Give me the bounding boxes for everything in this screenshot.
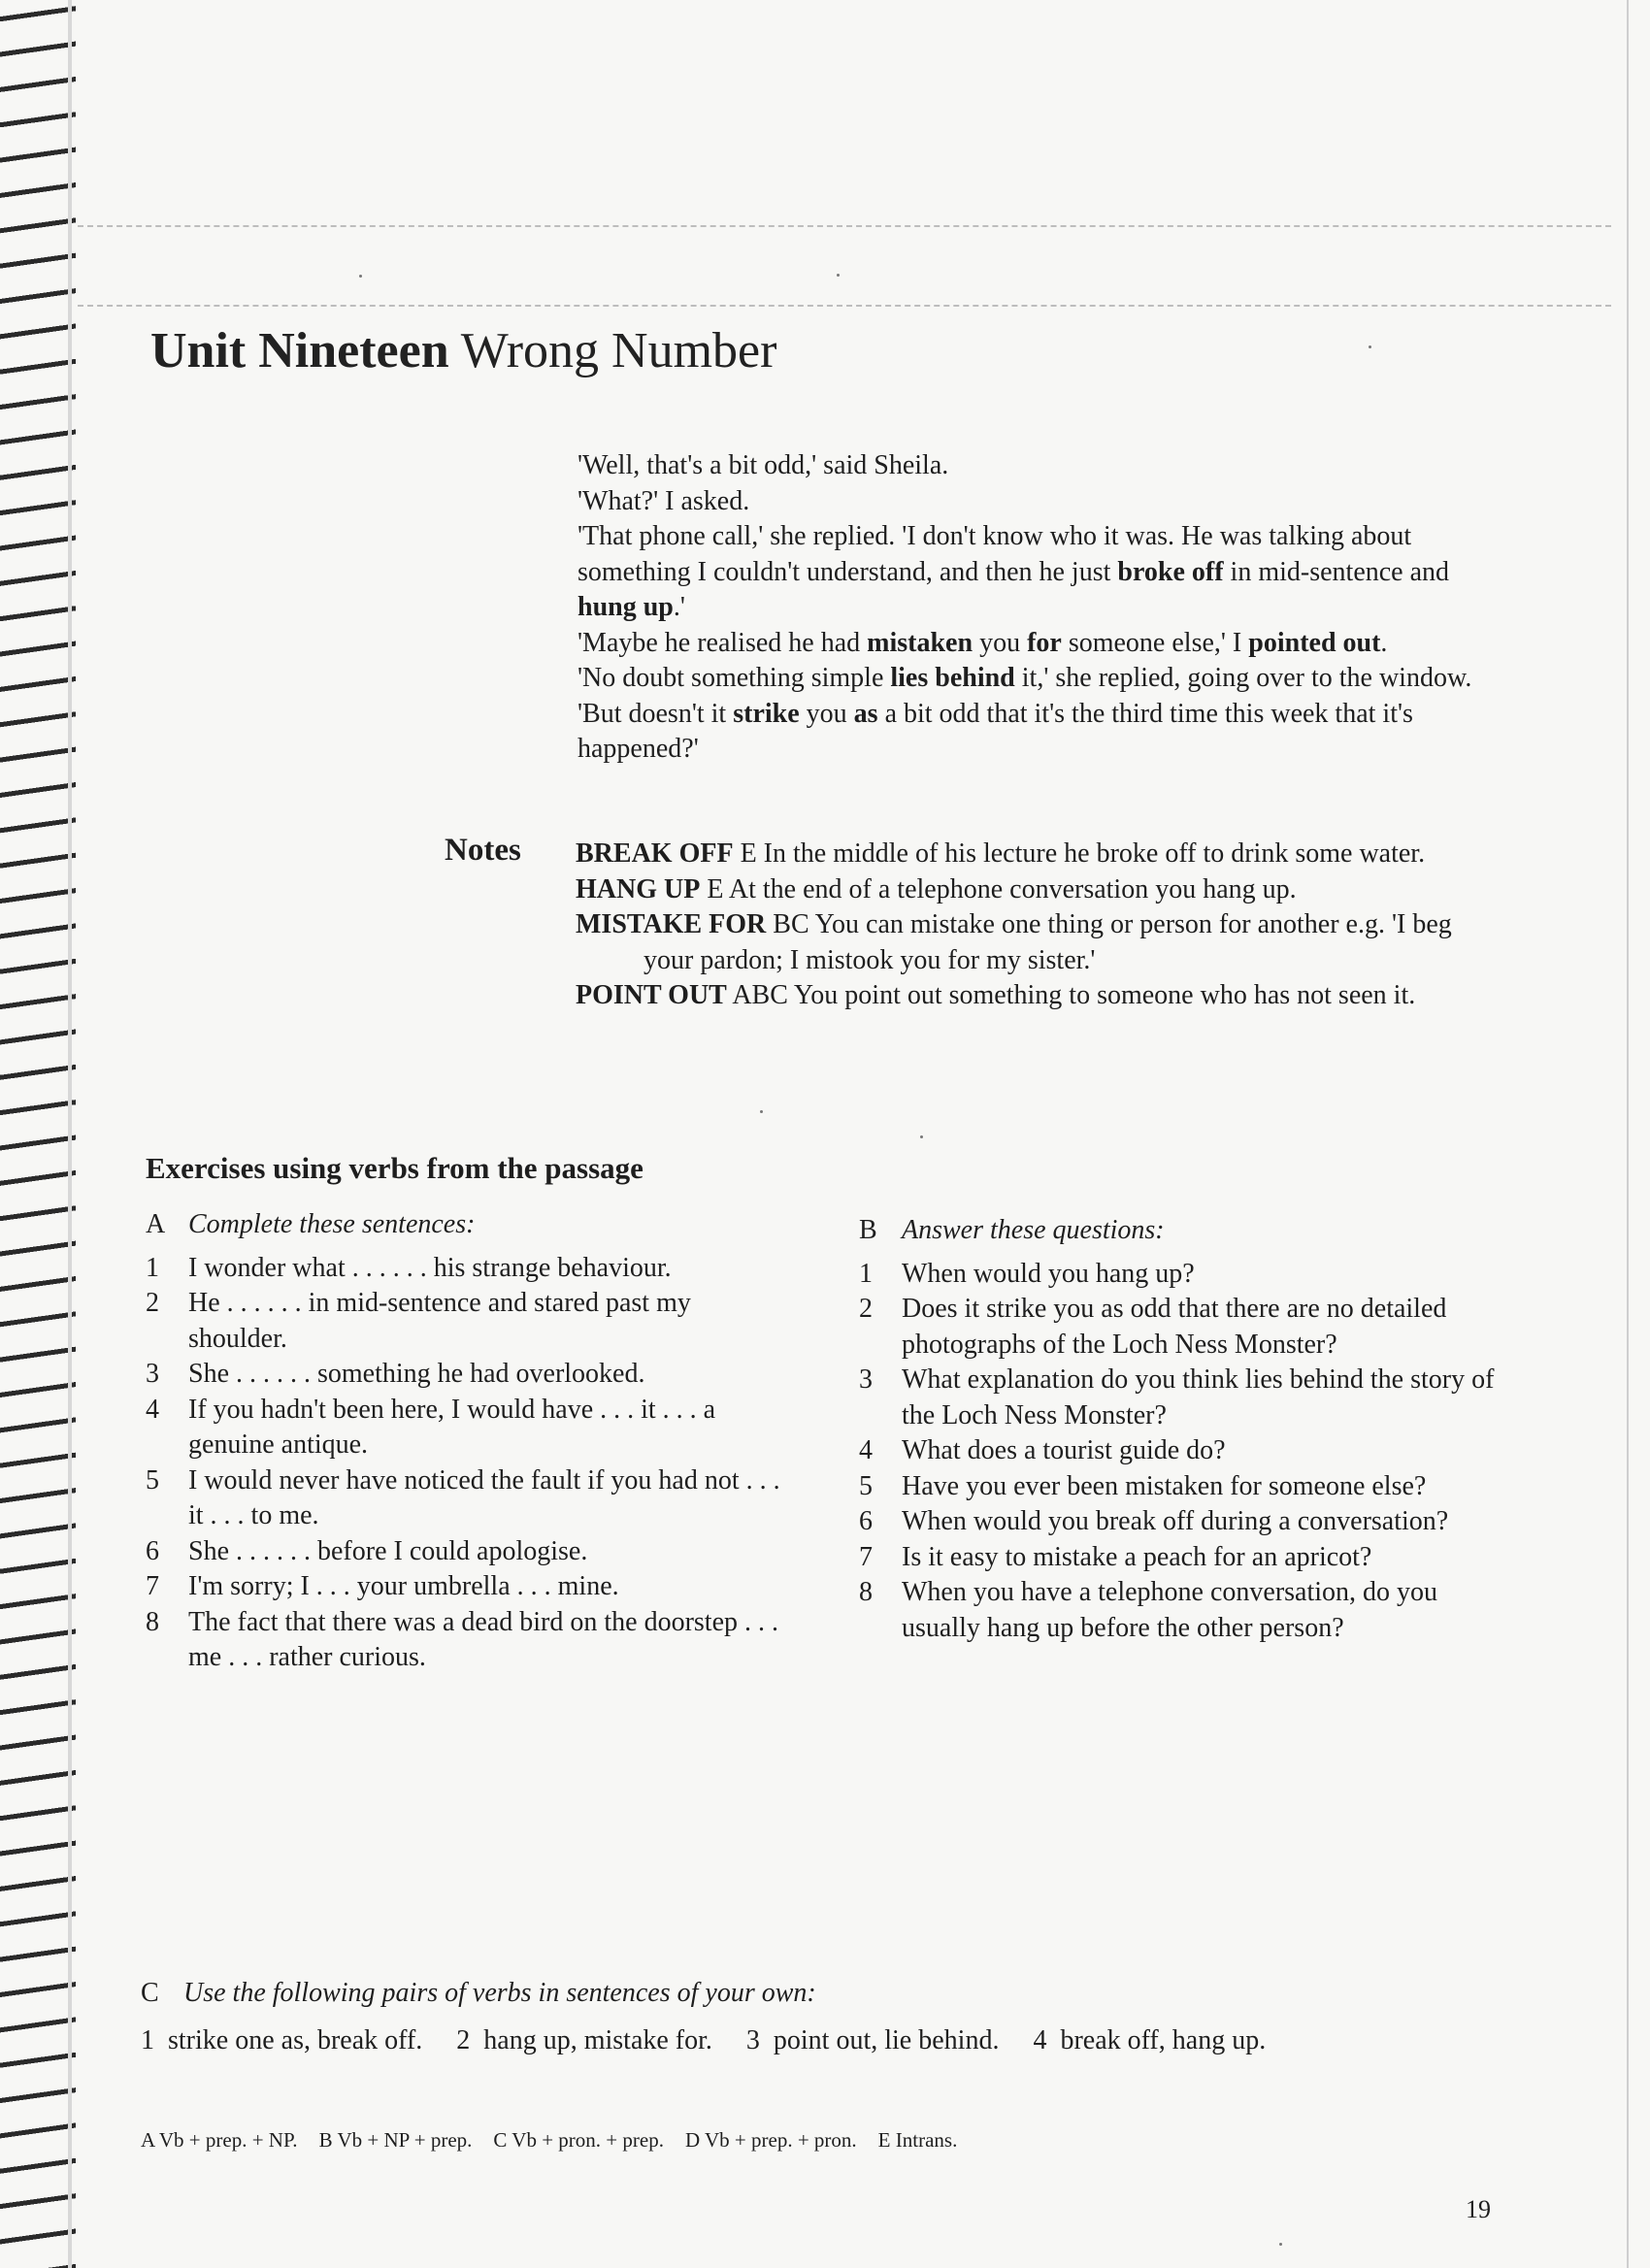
passage-text: you: [973, 627, 1028, 658]
note-text: You point out something to someone who has not seen it.: [793, 980, 1416, 1010]
item-number: 8: [146, 1606, 159, 1637]
exercise-a: [146, 1207, 796, 1676]
exercise-a-letter: A: [146, 1209, 166, 1239]
passage-text: 'What?' I asked.: [578, 485, 750, 516]
passage-paragraph: [578, 448, 1509, 484]
item-number: 4: [146, 1394, 159, 1425]
speck: [1279, 2243, 1282, 2246]
speck: [760, 1110, 763, 1113]
item-text: What does a tourist guide do?: [902, 1435, 1226, 1465]
exercise-c-header: [141, 1976, 1500, 2012]
exercise-a-instruction: Complete these sentences:: [188, 1209, 476, 1239]
note-item: [576, 978, 1507, 1014]
passage-text: in mid-sentence and: [1223, 556, 1450, 587]
item-number: 2: [146, 1288, 159, 1318]
exercise-c-pairs: [141, 2023, 1500, 2059]
item-number: 5: [146, 1464, 159, 1496]
speck: [1369, 345, 1371, 348]
item-text: I'm sorry; I . . . your umbrella . . . mine.: [188, 1571, 619, 1601]
item-text: She . . . . . . before I could apologise.: [188, 1535, 588, 1566]
page-edge-left: [68, 0, 72, 2268]
list-item: [859, 1292, 1500, 1363]
passage-paragraph: [578, 484, 1509, 520]
phrasal-verb: lies behind: [890, 663, 1015, 693]
item-text: She . . . . . . something he had overlooked.: [188, 1359, 645, 1389]
verb-pattern-key: [141, 2128, 978, 2153]
item-number: 1: [146, 1252, 159, 1283]
exercise-c-letter: C: [141, 1978, 159, 2008]
note-code: BC: [773, 909, 809, 939]
verb-pair: [1033, 2025, 1266, 2055]
item-text: When would you break off during a conversation?: [902, 1506, 1449, 1536]
passage-text: .': [673, 592, 685, 622]
verb-pair: [746, 2025, 1000, 2055]
pair-text: hang up, mistake for.: [483, 2024, 712, 2055]
pair-number: 4: [1033, 2024, 1047, 2055]
spiral-binding: [0, 0, 76, 2268]
note-text: You can mistake one thing or person for another e.g. 'I beg your pardon; I mistook you for my sister.': [644, 909, 1452, 975]
list-item: [859, 1433, 1500, 1469]
phrasal-verb: hung up: [578, 592, 674, 622]
phrasal-verb: broke off: [1117, 556, 1224, 587]
list-item: [859, 1540, 1500, 1576]
passage-text: someone else,' I: [1061, 627, 1249, 658]
dash-divider: [78, 305, 1611, 307]
exercises-heading: Exercises using verbs from the passage: [146, 1151, 644, 1185]
pair-text: point out, lie behind.: [773, 2024, 1000, 2055]
item-text: The fact that there was a dead bird on the doorstep . . . me . . . rather curious.: [188, 1606, 779, 1672]
exercise-c-instruction: Use the following pairs of verbs in sentences of your own:: [183, 1978, 816, 2008]
key-entry: B Vb + NP + prep.: [318, 2128, 473, 2152]
pair-text: break off, hang up.: [1060, 2024, 1267, 2055]
speck: [837, 274, 840, 277]
passage-paragraph: [578, 626, 1509, 662]
item-number: 7: [146, 1571, 159, 1601]
phrasal-verb: mistaken: [867, 627, 974, 658]
item-number: 6: [859, 1506, 873, 1536]
list-item: [146, 1286, 796, 1357]
exercise-b-letter: B: [859, 1215, 877, 1245]
note-item: [576, 837, 1507, 872]
passage-text: 'Well, that's a bit odd,' said Sheila.: [578, 450, 949, 480]
key-entry: D Vb + prep. + pron.: [684, 2128, 857, 2152]
item-text: Have you ever been mistaken for someone else?: [902, 1470, 1427, 1501]
passage-text: a bit odd that it's the third time this week that it's happened?': [578, 698, 1413, 764]
item-text: I wonder what . . . . . . his strange behaviour.: [188, 1252, 672, 1283]
passage-text: it,' she replied, going over to the window. 'But doesn't it: [578, 663, 1472, 729]
exercise-b-instruction: Answer these questions:: [902, 1215, 1165, 1245]
pair-text: strike one as, break off.: [168, 2024, 423, 2055]
list-item: [146, 1393, 796, 1463]
item-text: I would never have noticed the fault if you had not . . . it . . . to me.: [188, 1464, 780, 1530]
list-item: [146, 1569, 796, 1605]
item-text: If you hadn't been here, I would have . . . it . . . a genuine antique.: [188, 1394, 716, 1460]
item-number: 1: [859, 1258, 873, 1289]
notes-label: Notes: [445, 833, 521, 868]
item-text: He . . . . . . in mid-sentence and stared past my shoulder.: [188, 1288, 691, 1354]
item-text: When would you hang up?: [902, 1258, 1195, 1289]
passage-text: 'That phone call,' she replied. 'I don't know who it was. He was talking about something I couldn't understand, and then he just: [578, 521, 1412, 587]
exercise-b-header: [859, 1213, 1500, 1249]
speck: [920, 1135, 923, 1138]
passage-text: 'No doubt something simple: [578, 663, 891, 693]
passage-text: you: [799, 698, 854, 729]
pair-number: 3: [745, 2024, 760, 2055]
passage-text: .: [1380, 627, 1388, 658]
phrasal-verb: pointed out: [1248, 627, 1381, 658]
passage-paragraph: [578, 519, 1509, 626]
exercise-b: [859, 1213, 1500, 1646]
item-text: What explanation do you think lies behind the story of the Loch Ness Monster?: [902, 1364, 1495, 1430]
note-code: E: [707, 873, 724, 904]
page-edge-right: [1627, 0, 1629, 2268]
list-item: [146, 1605, 796, 1676]
key-entry: A Vb + prep. + NP.: [141, 2128, 298, 2152]
note-item: [576, 907, 1507, 978]
list-item: [146, 1357, 796, 1393]
passage: [578, 448, 1509, 768]
dash-divider: [78, 225, 1611, 227]
phrasal-verb: for: [1027, 627, 1062, 658]
key-entry: E Intrans.: [877, 2128, 958, 2152]
item-number: 5: [859, 1470, 873, 1501]
note-code: E: [740, 838, 757, 869]
page-number: 19: [1466, 2195, 1491, 2223]
pair-number: 2: [456, 2024, 471, 2055]
phrasal-verb: as: [853, 698, 878, 729]
list-item: [146, 1463, 796, 1534]
exercise-a-header: [146, 1207, 796, 1243]
note-term: MISTAKE FOR: [576, 909, 767, 939]
notes-list: [576, 837, 1507, 1014]
list-item: [859, 1575, 1500, 1646]
item-number: 6: [146, 1535, 159, 1566]
unit-title-rest: Wrong Number: [460, 323, 777, 378]
note-item: [576, 872, 1507, 908]
exercise-a-list: [146, 1251, 796, 1676]
exercise-b-list: [859, 1257, 1500, 1647]
note-text: In the middle of his lecture he broke off to drink some water.: [763, 838, 1426, 869]
key-entry: C Vb + pron. + prep.: [493, 2128, 664, 2152]
note-code: ABC: [732, 980, 788, 1010]
pair-number: 1: [141, 2024, 154, 2055]
passage-text: 'Maybe he realised he had: [578, 627, 868, 658]
item-text: Is it easy to mistake a peach for an apricot?: [902, 1541, 1372, 1572]
unit-title-bold: Unit Nineteen: [150, 323, 449, 378]
speck: [359, 275, 362, 278]
note-term: BREAK OFF: [576, 838, 734, 869]
list-item: [859, 1363, 1500, 1433]
item-number: 4: [859, 1435, 873, 1465]
note-term: HANG UP: [576, 873, 701, 904]
item-number: 7: [859, 1541, 873, 1572]
list-item: [859, 1469, 1500, 1505]
item-number: 3: [859, 1364, 873, 1395]
list-item: [859, 1257, 1500, 1293]
item-number: 3: [146, 1359, 159, 1389]
passage-paragraph: [578, 661, 1509, 768]
exercise-c: [141, 1976, 1500, 2058]
list-item: [146, 1251, 796, 1287]
list-item: [146, 1534, 796, 1570]
verb-pair: [141, 2025, 422, 2055]
item-number: 2: [859, 1294, 873, 1324]
unit-title: [150, 322, 776, 379]
note-text: At the end of a telephone conversation you hang up.: [728, 873, 1297, 904]
item-number: 8: [859, 1577, 873, 1607]
verb-pair: [456, 2025, 712, 2055]
item-text: Does it strike you as odd that there are no detailed photographs of the Loch Ness Monster?: [902, 1294, 1447, 1360]
note-term: POINT OUT: [576, 980, 727, 1010]
phrasal-verb: strike: [733, 698, 800, 729]
list-item: [859, 1504, 1500, 1540]
item-text: When you have a telephone conversation, do you usually hang up before the other person?: [902, 1577, 1438, 1643]
